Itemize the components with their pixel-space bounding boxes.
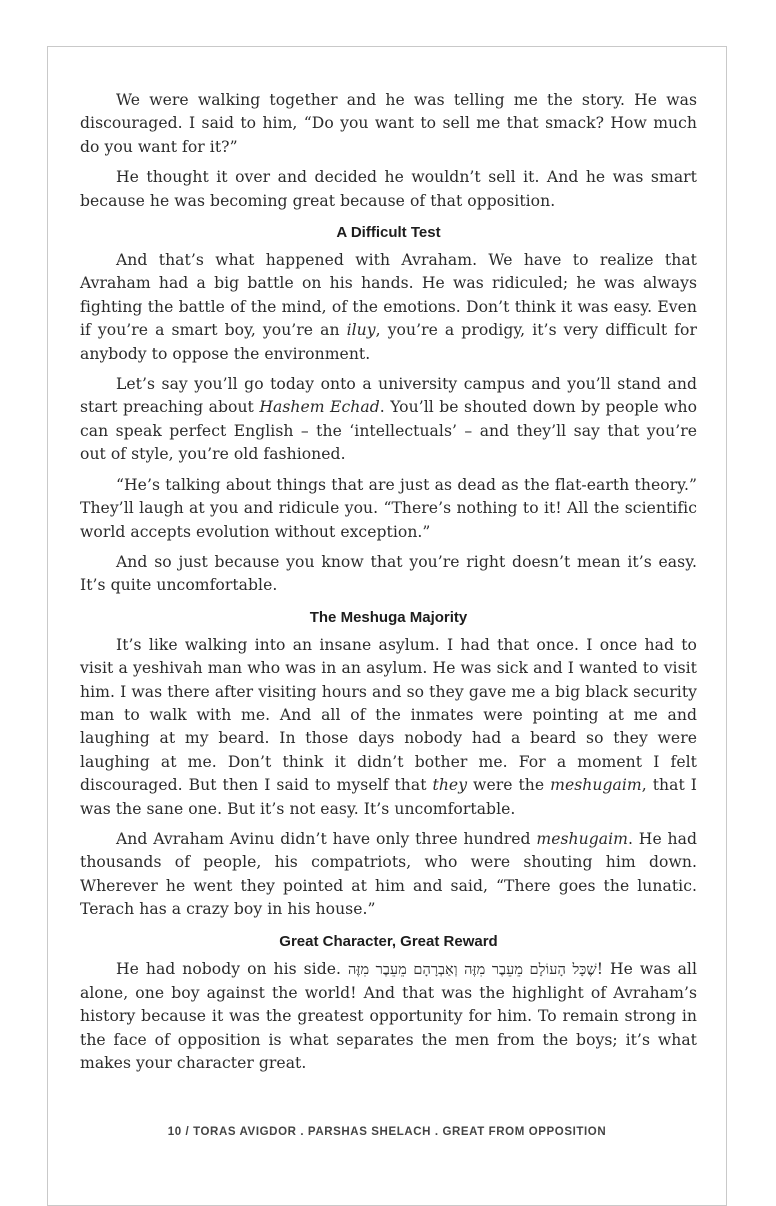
paragraph xyxy=(80,249,697,366)
text-run: . You’ll be shouted down by people who can speak perfect English – the ‘intellectuals’ – and they’ll say that you’re out of style, you’re old fashioned. xyxy=(80,398,698,464)
paragraph xyxy=(80,373,697,467)
italic-term: meshugaim xyxy=(536,829,628,848)
italic-term: iluy xyxy=(346,321,376,340)
text-run: It’s like walking into an insane asylum. I had that once. I once had to visit a yeshivah man who was in an asylum. He was sick and I wanted to visit him. I was there after visiting hours and so they gave me a big black security man to walk with me. And all of the inmates were pointing at me and laughing at my beard. In those days nobody had a beard so they were laughing at me. Don’t think it didn’t bother me. For a moment I felt discouraged. But then I said to myself that xyxy=(80,635,697,795)
text-run: , that I was the sane one. But it’s not easy. It’s uncomfortable. xyxy=(80,776,697,818)
paragraph: He thought it over and decided he wouldn’t sell it. And he was smart because he was becoming great because of that opposition. xyxy=(80,168,697,210)
italic-term: meshugaim xyxy=(550,776,642,795)
text-run: , you’re a prodigy, it’s very difficult for anybody to oppose the environment. xyxy=(80,321,697,363)
paragraph xyxy=(80,958,697,1076)
paragraph: We were walking together and he was telling me the story. He was discouraged. I said to him, “Do you want to sell me that smack? How much do you want for it?” xyxy=(80,91,697,156)
page-footer: 10 / TORAS AVIGDOR . PARSHAS SHELACH . GREAT FROM OPPOSITION xyxy=(167,1126,607,1138)
paragraph xyxy=(80,634,697,821)
text-run: And Avraham Avinu didn’t have only three hundred xyxy=(116,829,537,848)
text-run: He had nobody on his side. xyxy=(116,959,348,978)
text-run: And that’s what happened with Avraham. We have to realize that Avraham had a big battle on his hands. He was ridiculed; he was always fighting the battle of the mind, of the emotions. Don’t think it was easy. Even if you’re a smart boy, you’re an xyxy=(80,251,697,340)
text-run: ! He was all alone, one boy against the world! And that was the highlight of Avraham’s history because it was the greatest opportunity for him. To remain strong in the face of opposition is what separates the men from the boys; it’s what makes your character great. xyxy=(80,959,697,1073)
page-body xyxy=(80,89,697,1083)
text-run: were the xyxy=(467,776,551,795)
paragraph: “He’s talking about things that are just as dead as the flat-earth theory.” They’ll laugh at you and ridicule you. “There’s nothing to it! All the scientific world accepts evolution without exception.” xyxy=(80,475,697,541)
paragraph: And so just because you know that you’re right doesn’t mean it’s easy. It’s quite uncomfortable. xyxy=(80,552,697,595)
italic-term: Hashem Echad xyxy=(259,398,380,417)
paragraph xyxy=(80,828,697,922)
section-heading: The Meshuga Majority xyxy=(309,608,468,626)
text-run: Let’s say you’ll go today onto a university campus and you’ll stand and start preaching about xyxy=(80,375,697,417)
hebrew-quote: שֶׁכָּל הָעוֹלָם מֵעֵבֶר מִזֶּה וְאַבְרָהָם מֵעֵבֶר מִזֶּה xyxy=(347,961,597,978)
section-heading: Great Character, Great Reward xyxy=(279,932,498,950)
italic-term: they xyxy=(432,776,468,795)
text-run: . He had thousands of people, his compatriots, who were shouting him down. Wherever he went they pointed at him and said, “There goes the lunatic. Terach has a crazy boy in his house.” xyxy=(80,829,698,919)
section-heading: A Difficult Test xyxy=(336,224,441,242)
